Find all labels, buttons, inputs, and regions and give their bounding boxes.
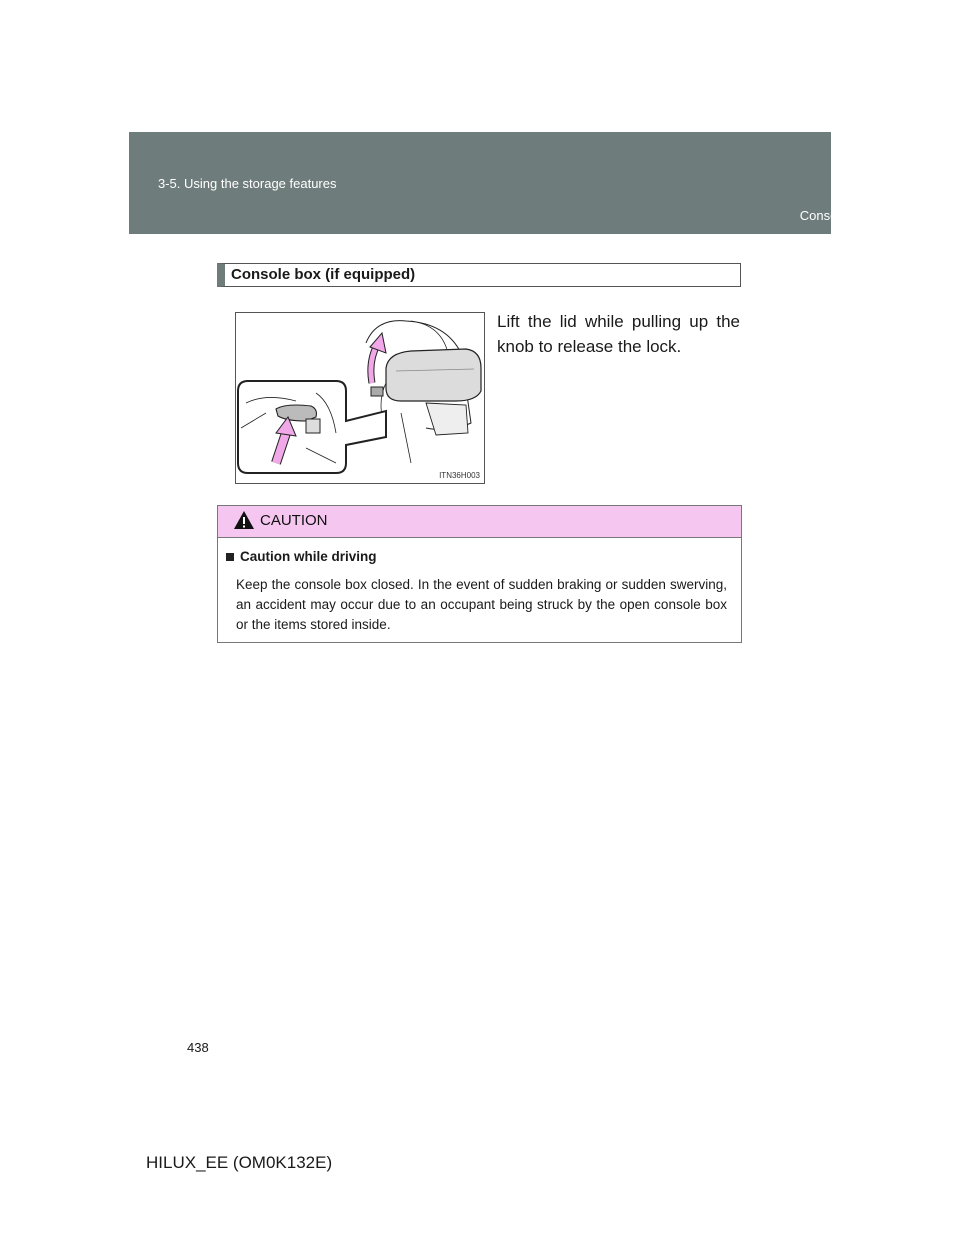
figure-id: ITN36H003 — [439, 471, 480, 480]
caution-heading — [226, 549, 727, 564]
caution-heading-text: Caution while driving — [240, 549, 377, 564]
console-box-figure — [235, 312, 485, 484]
instruction-text: Lift the lid while pulling up the knob to release the lock. — [497, 312, 740, 356]
caution-body — [218, 538, 741, 635]
caution-header — [218, 506, 741, 538]
caution-box — [217, 505, 742, 643]
page-number: 438 — [187, 1040, 209, 1055]
caution-text: Keep the console box closed. In the event of sudden braking or sudden swerving, an accident may occur due to an occupant being struck by the open console box or the items stored inside. — [236, 577, 727, 632]
warning-triangle-icon — [233, 510, 255, 530]
square-bullet-icon — [226, 553, 234, 561]
caution-label: CAUTION — [260, 512, 328, 529]
section-breadcrumb: 3-5. Using the storage features — [158, 176, 337, 191]
document-id: HILUX_EE (OM0K132E) — [146, 1153, 333, 1172]
console-box-illustration — [236, 313, 484, 483]
section-title: Console box (if equipped) — [217, 263, 741, 287]
page-topic: Console box — [799, 208, 872, 223]
